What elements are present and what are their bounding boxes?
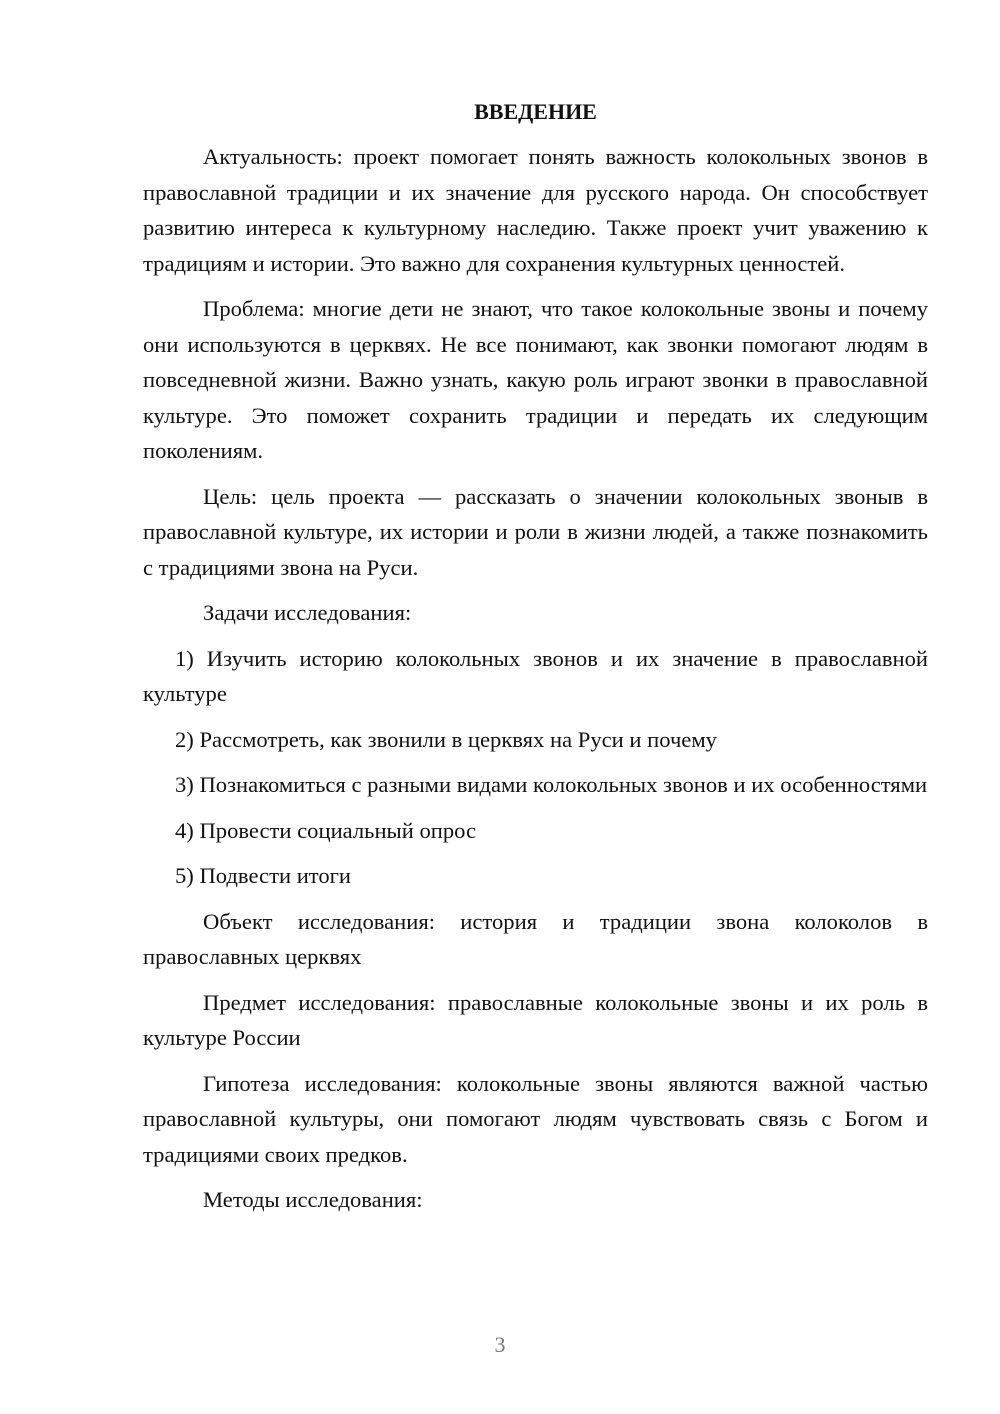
hypothesis-paragraph: Гипотеза исследования: колокольные звоны являются важной частью православной культуры, они помогают людям чувствовать связь с Богом и традициями своих предков. — [143, 1070, 928, 1167]
task-item-2: 2) Рассмотреть, как звонили в церквях на Руси и почему — [175, 726, 717, 752]
relevance-paragraph: Актуальность: проект помогает понять важность колокольных звонов в православной традиции и их значение для русского народа. Он способствует развитию интереса к культурному наследию. Также проект учит уважению к традициям и истории. Это важно для сохранения культурных ценностей. — [143, 144, 928, 276]
problem-paragraph: Проблема: многие дети не знают, что такое колокольные звоны и почему они используются в церквях. Не все понимают, как звонки помогают людям в повседневной жизни. Важно узнать, какую роль играют звонки в православной культуре. Это поможет сохранить традиции и передать их следующим поколениям. — [143, 296, 928, 463]
methods-heading: Методы исследования: — [203, 1187, 423, 1212]
page-number: 3 — [494, 1332, 506, 1357]
document-page — [143, 96, 928, 1228]
task-item-1: 1) Изучить историю колокольных звонов и их значение в православной культуре — [143, 645, 928, 706]
page-title: ВВЕДЕНИЕ — [474, 99, 597, 124]
subject-paragraph: Предмет исследования: православные колокольные звоны и их роль в культуре России — [143, 989, 928, 1050]
task-item-5: 5) Подвести итоги — [175, 863, 352, 888]
tasks-heading: Задачи исследования: — [203, 600, 412, 625]
task-item-3: 3) Познакомиться с разными видами колокольных звонов и их особенностями — [175, 772, 928, 797]
object-paragraph: Объект исследования: история и традиции звона колоколов в православных церквях — [143, 908, 928, 969]
goal-paragraph: Цель: цель проекта — рассказать о значении колокольных звоныв в православной культуре, их истории и роли в жизни людей, а также познакомить с традициями звона на Руси. — [143, 483, 928, 580]
task-item-4: 4) Провести социальный опрос — [175, 817, 477, 843]
